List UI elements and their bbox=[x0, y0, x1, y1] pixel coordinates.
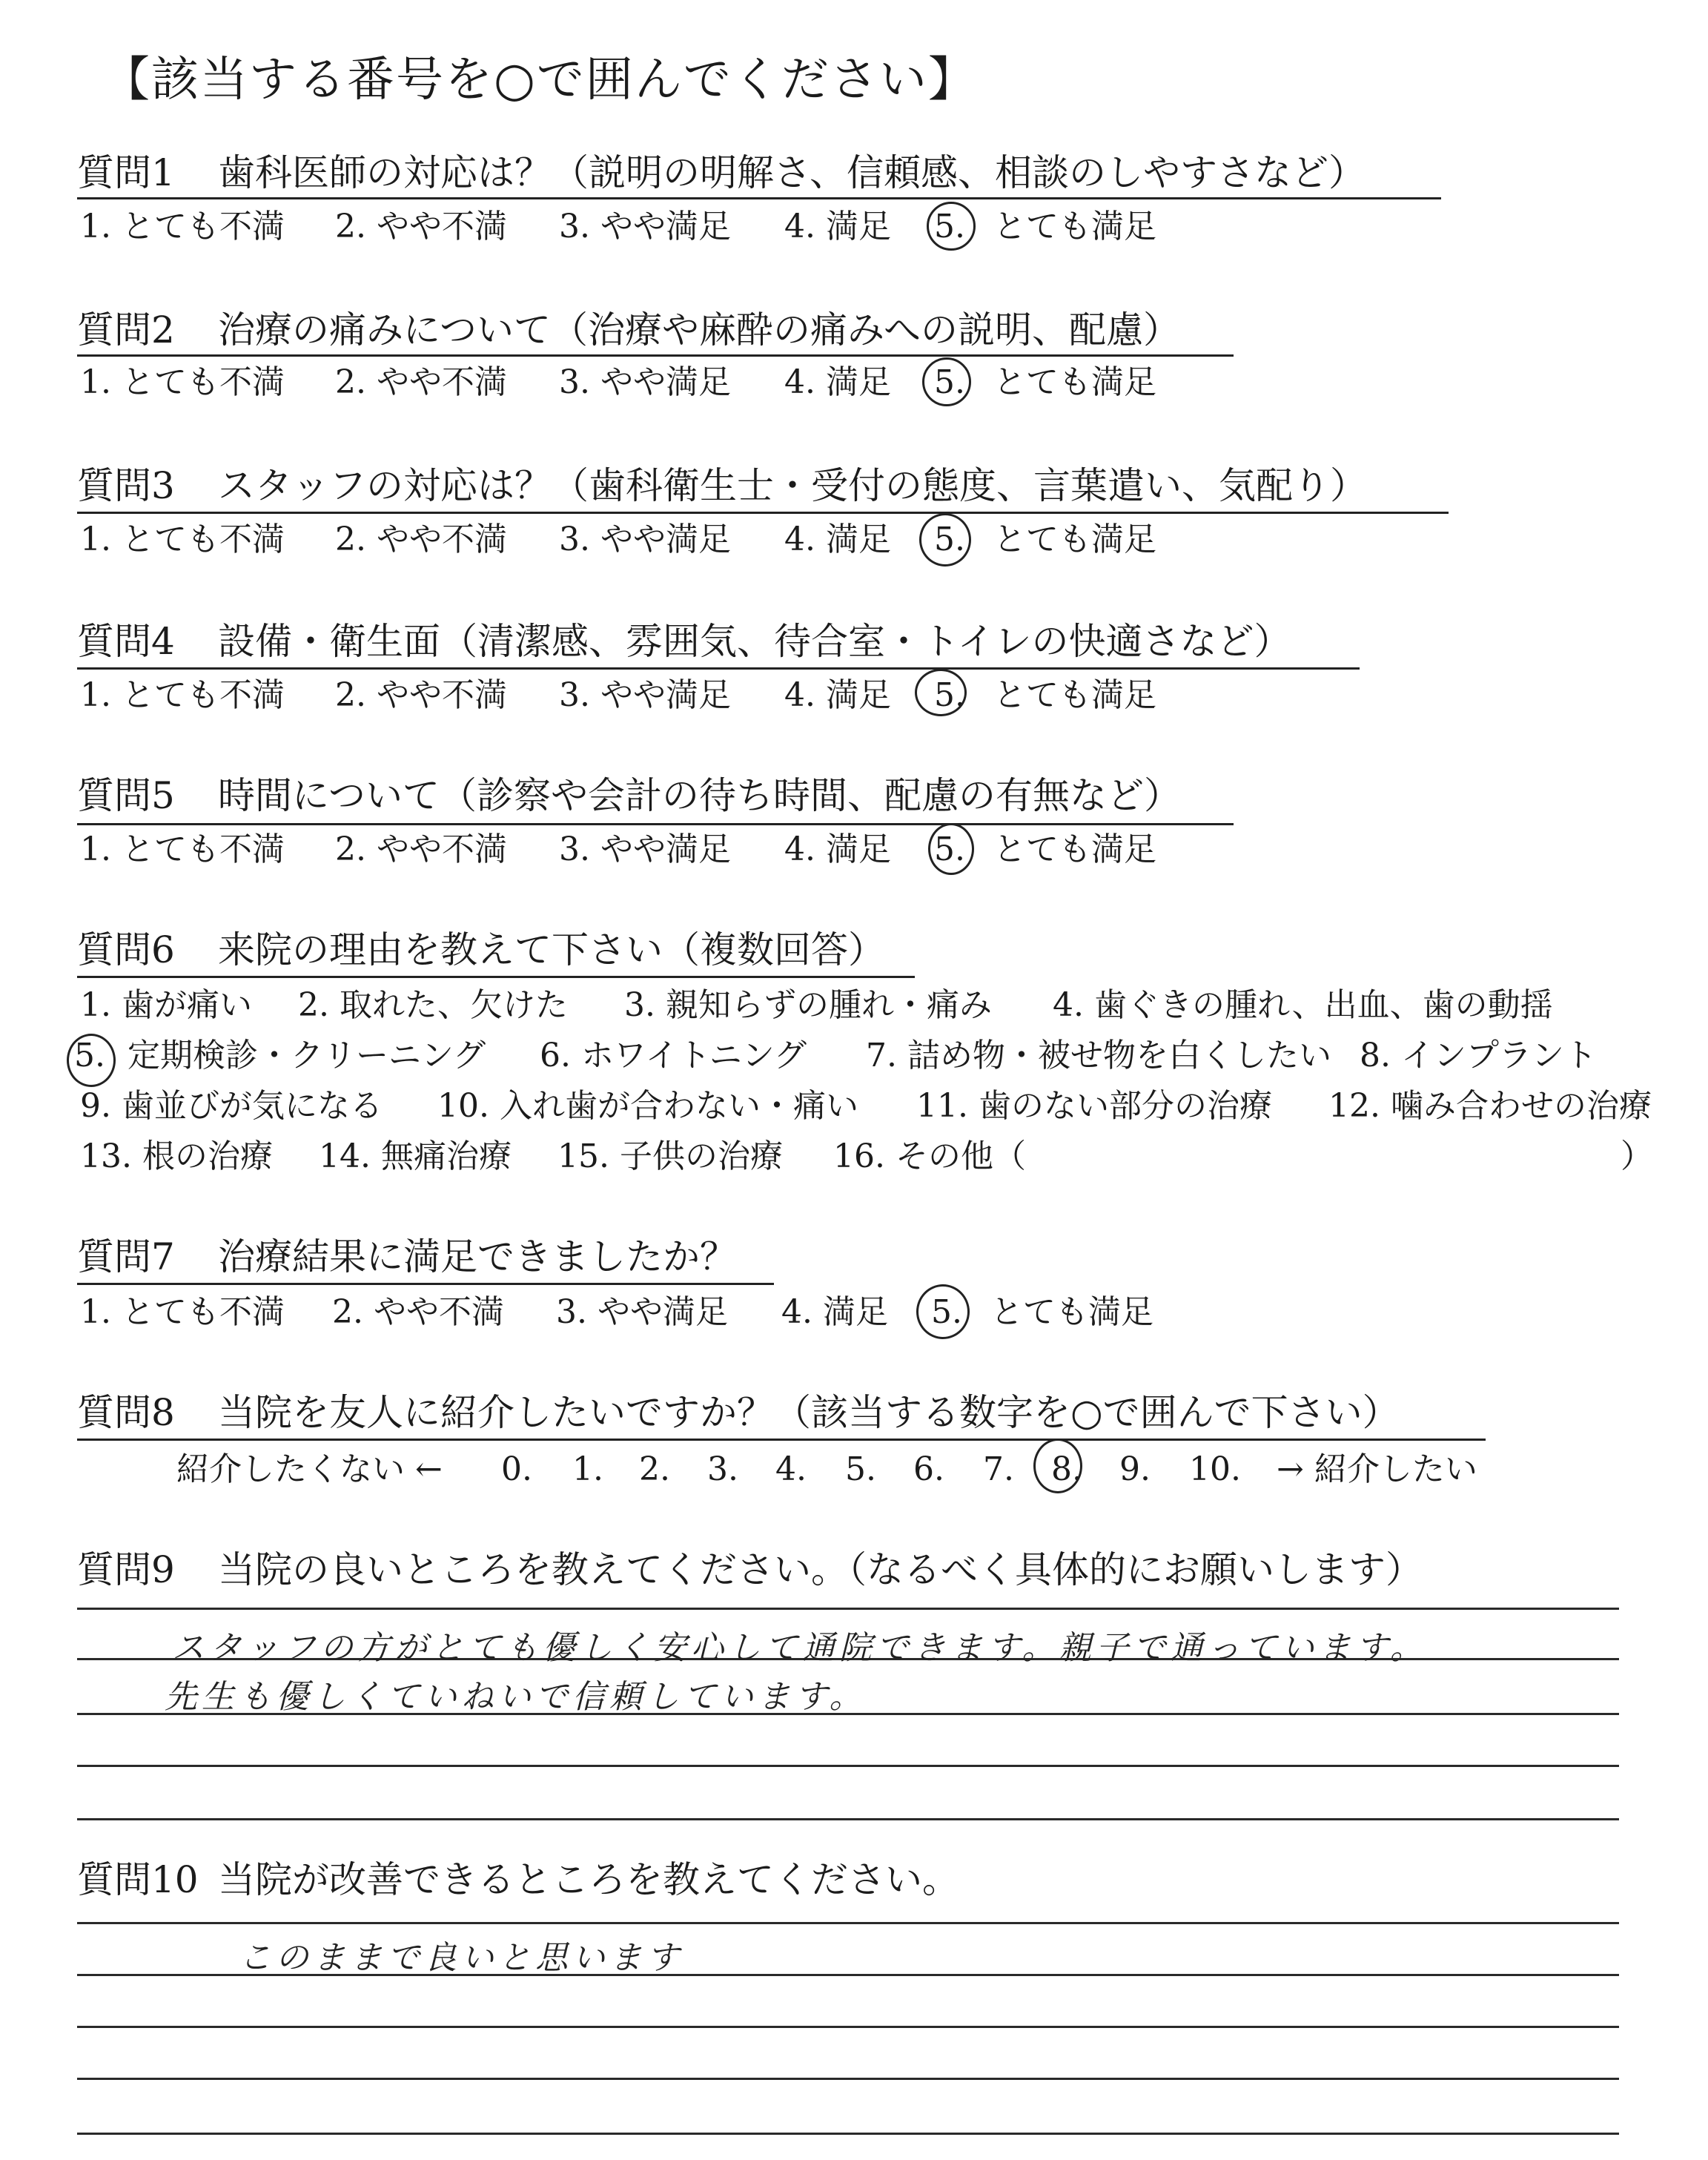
selection-circle bbox=[919, 513, 971, 567]
option-2[interactable]: 2. やや不満 bbox=[335, 208, 507, 245]
option-3[interactable]: 3. やや満足 bbox=[559, 208, 731, 245]
referral-3[interactable]: 3. bbox=[707, 1450, 738, 1488]
selection-circle bbox=[915, 669, 967, 716]
option-1[interactable]: 1. とても不満 bbox=[80, 676, 285, 714]
question-text: 治療の痛みについて（治療や麻酔の痛みへの説明、配慮） bbox=[218, 308, 1180, 351]
reason-9[interactable]: 9. 歯並びが気になる bbox=[80, 1087, 383, 1125]
option-1[interactable]: 1. とても不満 bbox=[80, 363, 285, 401]
option-5[interactable]: 5. bbox=[934, 676, 965, 714]
reason-1[interactable]: 1. 歯が痛い bbox=[80, 986, 252, 1024]
reason-16-close: ） bbox=[1621, 1137, 1653, 1175]
question-number: 質問5 bbox=[77, 774, 175, 817]
referral-7[interactable]: 7. bbox=[983, 1450, 1014, 1488]
question-2 bbox=[77, 304, 1180, 356]
answer-line bbox=[77, 2026, 1619, 2028]
selection-circle bbox=[922, 357, 971, 406]
answer-line bbox=[77, 2078, 1619, 2080]
question-text: 設備・衛生面（清潔感、雰囲気、待合室・トイレの快適さなど） bbox=[218, 620, 1291, 663]
question-6 bbox=[77, 924, 885, 976]
reason-14[interactable]: 14. 無痛治療 bbox=[319, 1137, 512, 1175]
option-4[interactable]: 4. 満足 bbox=[784, 676, 891, 714]
answer-line bbox=[77, 1922, 1619, 1924]
referral-right-label: → 紹介したい bbox=[1277, 1450, 1477, 1488]
question-text: スタッフの対応は？（歯科衛生士・受付の態度、言葉遣い、気配り） bbox=[218, 464, 1367, 507]
question-number: 質問6 bbox=[77, 928, 175, 971]
reason-4[interactable]: 4. 歯ぐきの腫れ、出血、歯の動揺 bbox=[1053, 986, 1553, 1024]
question-underline bbox=[77, 354, 1234, 357]
question-8 bbox=[77, 1387, 1400, 1439]
referral-9[interactable]: 9. bbox=[1119, 1450, 1151, 1488]
option-3[interactable]: 3. やや満足 bbox=[559, 363, 731, 401]
selection-circle bbox=[927, 202, 976, 251]
reason-16[interactable]: 16. その他（ bbox=[833, 1137, 1026, 1175]
question-10 bbox=[77, 1854, 959, 1906]
referral-6[interactable]: 6. bbox=[913, 1450, 944, 1488]
reason-12[interactable]: 12. 噛み合わせの治療 bbox=[1328, 1087, 1652, 1125]
reason-3[interactable]: 3. 親知らずの腫れ・痛み bbox=[624, 986, 992, 1024]
question-underline bbox=[77, 823, 1234, 825]
question-text: 当院を友人に紹介したいですか？（該当する数字を○で囲んで下さい） bbox=[218, 1391, 1400, 1434]
reason-5[interactable]: 5. bbox=[74, 1037, 105, 1074]
option-5-label: とても満足 bbox=[993, 208, 1156, 245]
option-1[interactable]: 1. とても不満 bbox=[80, 1293, 285, 1331]
reason-5-label: 定期検診・クリーニング bbox=[128, 1037, 486, 1074]
option-4[interactable]: 4. 満足 bbox=[784, 363, 891, 401]
answer-line bbox=[77, 1608, 1619, 1610]
question-underline bbox=[77, 1283, 774, 1285]
question-text: 来院の理由を教えて下さい（複数回答） bbox=[218, 928, 885, 971]
question-underline bbox=[77, 667, 1360, 670]
question-number: 質問4 bbox=[77, 620, 175, 663]
reason-6[interactable]: 6. ホワイトニング bbox=[540, 1037, 807, 1074]
option-4[interactable]: 4. 満足 bbox=[784, 830, 891, 868]
option-5-label: とても満足 bbox=[993, 521, 1156, 558]
option-5[interactable]: 5. bbox=[934, 830, 965, 868]
option-5[interactable]: 5. bbox=[931, 1293, 962, 1331]
question-number: 質問2 bbox=[77, 308, 175, 351]
reason-11[interactable]: 11. 歯のない部分の治療 bbox=[916, 1087, 1272, 1125]
reason-15[interactable]: 15. 子供の治療 bbox=[557, 1137, 783, 1175]
option-5[interactable]: 5. bbox=[934, 521, 965, 558]
referral-8[interactable]: 8. bbox=[1051, 1450, 1082, 1488]
option-2[interactable]: 2. やや不満 bbox=[335, 363, 507, 401]
referral-4[interactable]: 4. bbox=[775, 1450, 807, 1488]
option-2[interactable]: 2. やや不満 bbox=[335, 521, 507, 558]
question-number: 質問10 bbox=[77, 1858, 199, 1901]
option-3[interactable]: 3. やや満足 bbox=[559, 830, 731, 868]
question-9 bbox=[77, 1544, 1423, 1596]
question-3 bbox=[77, 460, 1367, 512]
handwritten-answer: このままで良いと思います bbox=[239, 1939, 683, 1977]
option-5-label: とても満足 bbox=[993, 676, 1156, 714]
answer-line bbox=[77, 1818, 1619, 1820]
selection-circle bbox=[916, 1284, 970, 1339]
question-text: 時間について（診察や会計の待ち時間、配慮の有無など） bbox=[218, 774, 1181, 817]
option-5-label: とても満足 bbox=[993, 363, 1156, 401]
question-underline bbox=[77, 512, 1449, 514]
question-number: 質問9 bbox=[77, 1548, 175, 1591]
referral-2[interactable]: 2. bbox=[639, 1450, 670, 1488]
option-4[interactable]: 4. 満足 bbox=[784, 208, 891, 245]
answer-line bbox=[77, 2133, 1619, 2135]
question-underline bbox=[77, 197, 1441, 199]
option-5-label: とても満足 bbox=[993, 830, 1156, 868]
option-2[interactable]: 2. やや不満 bbox=[335, 676, 507, 714]
handwritten-answer: スタッフの方がとても優しく安心して通院できます。親子で通っています。 bbox=[172, 1629, 1427, 1667]
option-5[interactable]: 5. bbox=[934, 208, 965, 245]
question-underline bbox=[77, 976, 915, 978]
option-1[interactable]: 1. とても不満 bbox=[80, 830, 285, 868]
question-number: 質問3 bbox=[77, 464, 175, 507]
option-3[interactable]: 3. やや満足 bbox=[559, 676, 731, 714]
option-3[interactable]: 3. やや満足 bbox=[556, 1293, 728, 1331]
reason-10[interactable]: 10. 入れ歯が合わない・痛い bbox=[437, 1087, 858, 1125]
option-4[interactable]: 4. 満足 bbox=[784, 521, 891, 558]
question-7 bbox=[77, 1231, 737, 1283]
question-underline bbox=[77, 1439, 1486, 1441]
question-text: 当院が改善できるところを教えてください。 bbox=[218, 1858, 959, 1901]
question-number: 質問7 bbox=[77, 1235, 175, 1278]
question-number: 質問8 bbox=[77, 1391, 175, 1434]
question-5 bbox=[77, 770, 1181, 822]
reason-8[interactable]: 8. インプラント bbox=[1360, 1037, 1597, 1074]
referral-0[interactable]: 0. bbox=[501, 1450, 532, 1488]
question-text: 治療結果に満足できましたか？ bbox=[218, 1235, 737, 1278]
answer-line bbox=[77, 1765, 1619, 1767]
option-3[interactable]: 3. やや満足 bbox=[559, 521, 731, 558]
page-title: 【該当する番号を○で囲んでください】 bbox=[102, 53, 977, 108]
selection-circle bbox=[928, 823, 974, 875]
referral-1[interactable]: 1. bbox=[572, 1450, 603, 1488]
option-1[interactable]: 1. とても不満 bbox=[80, 208, 285, 245]
question-text: 歯科医師の対応は？（説明の明解さ、信頼感、相談のしやすさなど） bbox=[218, 151, 1366, 194]
option-5[interactable]: 5. bbox=[934, 363, 965, 401]
option-2[interactable]: 2. やや不満 bbox=[332, 1293, 504, 1331]
referral-10[interactable]: 10. bbox=[1189, 1450, 1241, 1488]
referral-left-label: 紹介したくない ← bbox=[176, 1450, 443, 1488]
reason-7[interactable]: 7. 詰め物・被せ物を白くしたい bbox=[866, 1037, 1331, 1074]
selection-circle bbox=[67, 1034, 116, 1087]
question-number: 質問1 bbox=[77, 151, 175, 194]
referral-5[interactable]: 5. bbox=[845, 1450, 876, 1488]
question-1 bbox=[77, 147, 1366, 199]
handwritten-answer: 先生も優しくていねいで信頼しています。 bbox=[165, 1678, 867, 1716]
question-text: 当院の良いところを教えてください。（なるべく具体的にお願いします） bbox=[218, 1548, 1423, 1591]
option-4[interactable]: 4. 満足 bbox=[781, 1293, 888, 1331]
reason-2[interactable]: 2. 取れた、欠けた bbox=[298, 986, 568, 1024]
option-2[interactable]: 2. やや不満 bbox=[335, 830, 507, 868]
reason-13[interactable]: 13. 根の治療 bbox=[80, 1137, 273, 1175]
option-5-label: とても満足 bbox=[990, 1293, 1153, 1331]
question-4 bbox=[77, 615, 1291, 667]
option-1[interactable]: 1. とても不満 bbox=[80, 521, 285, 558]
selection-circle bbox=[1033, 1439, 1082, 1493]
